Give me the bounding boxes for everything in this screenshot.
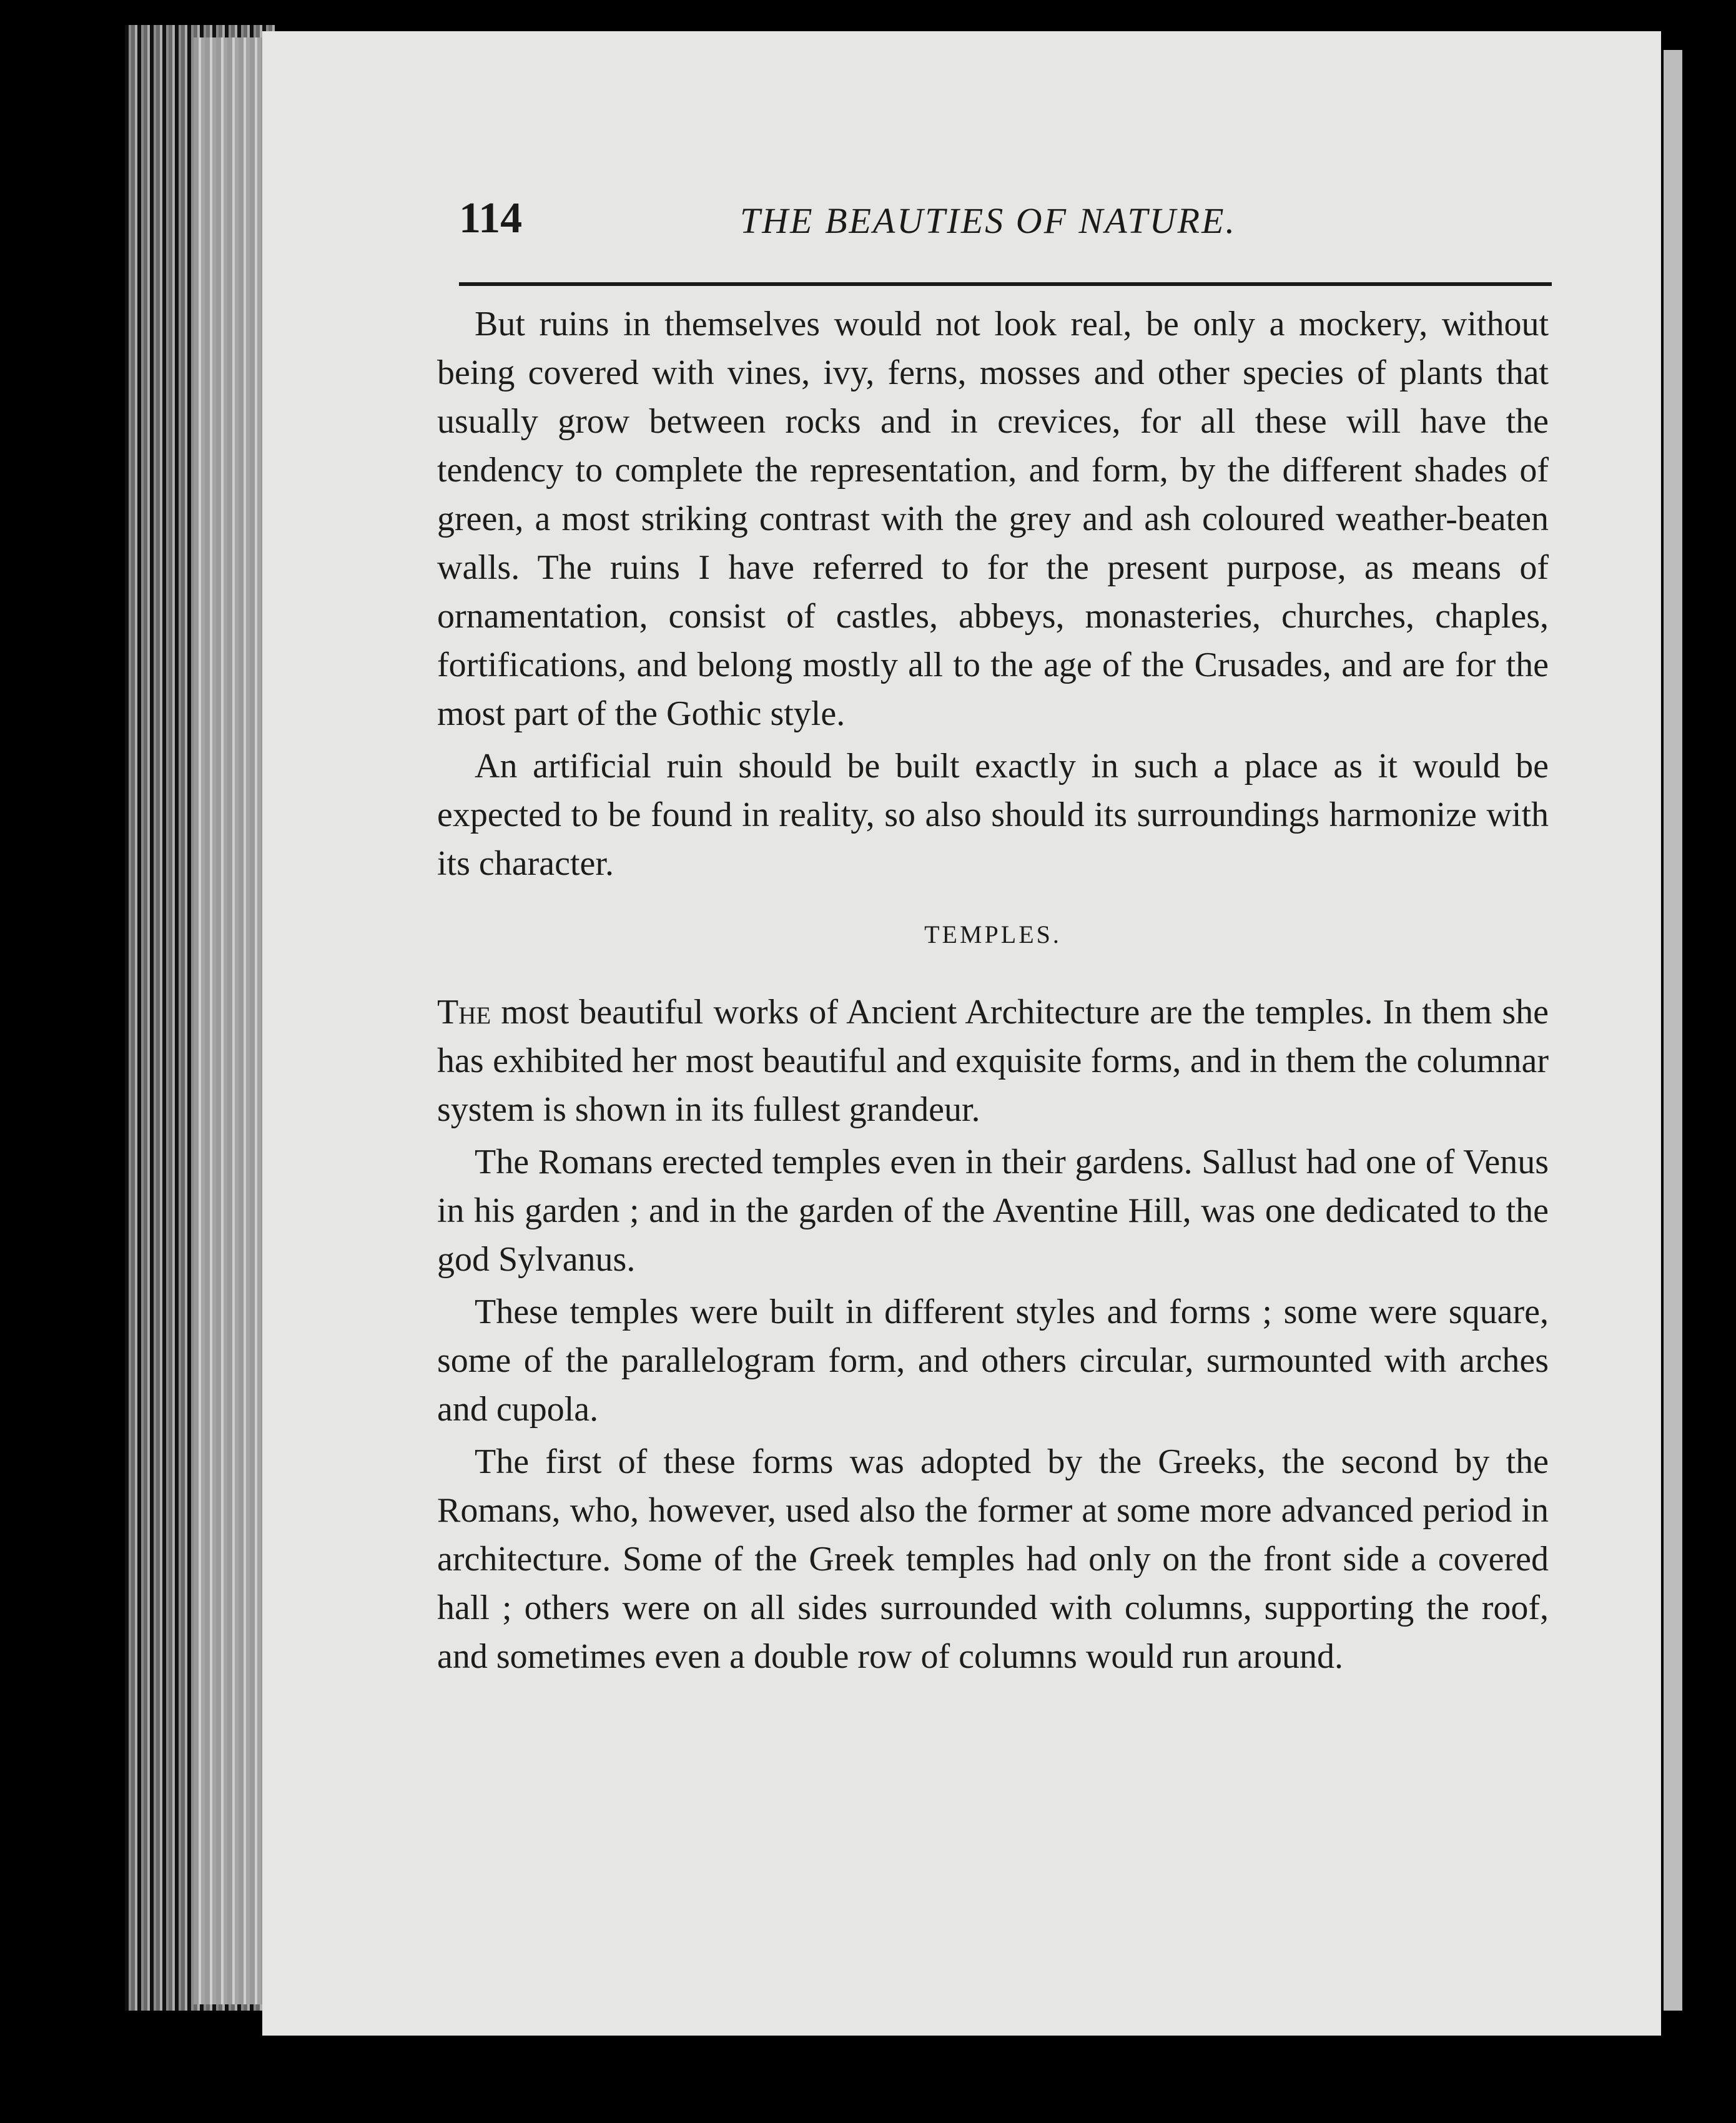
- header-rule: [459, 282, 1552, 286]
- paragraph: But ruins in themselves would not look real, be only a mockery, without being covered with vines, ivy, ferns, mosses and other species of plants that usually grow between rocks and in crevices, for all these will have the tendency to complete the representation, and form, by the different shades of green, a most striking contrast with the grey and ash coloured weather-beaten walls. The ruins I have referred to for the present purpose, as means of ornamentation, consist of castles, abbeys, monasteries, churches, chaples, fortifications, and belong mostly all to the age of the Crusades, and are for the most part of the Gothic style.: [437, 305, 1549, 733]
- paragraph: The Romans erected temples even in their gardens. Sallust had one of Venus in his garden ; and in the garden of the Aventine Hill, was one dedicated to the god Sylvanus.: [437, 1143, 1549, 1279]
- book-page-edges-inner: [194, 37, 269, 2004]
- paragraph: The first of these forms was adopted by the Greeks, the second by the Romans, who, however, used also the former at some more advanced period in architecture. Some of the Greek temples had only on the front side a covered hall ; others were on all sides surrounded with columns, supporting the roof, and sometimes even a double row of columns would run around.: [437, 1442, 1549, 1676]
- drop-word: The: [437, 993, 491, 1032]
- paragraph: These temples were built in different styles and forms ; some were square, some of the parallelogram form, and others circular, surmounted with arches and cupola.: [437, 1293, 1549, 1429]
- paragraph-text: most beautiful works of Ancient Architecture are the temples. In them she has exhibited her most beautiful and exquisite forms, and in them the columnar system is shown in its fullest grandeur.: [437, 993, 1549, 1129]
- facing-page-edge: [1664, 50, 1682, 2011]
- section-heading: TEMPLES.: [924, 920, 1062, 948]
- page-number: 114: [459, 194, 523, 242]
- paragraph: An artificial ruin should be built exactly in such a place as it would be expected to be found in reality, so also should its surroundings harmonize with its character.: [437, 747, 1549, 883]
- running-title: THE BEAUTIES OF NATURE.: [740, 200, 1237, 241]
- page-header: [459, 187, 1552, 262]
- body-text: [437, 300, 1549, 1685]
- paragraph: [437, 988, 1549, 1134]
